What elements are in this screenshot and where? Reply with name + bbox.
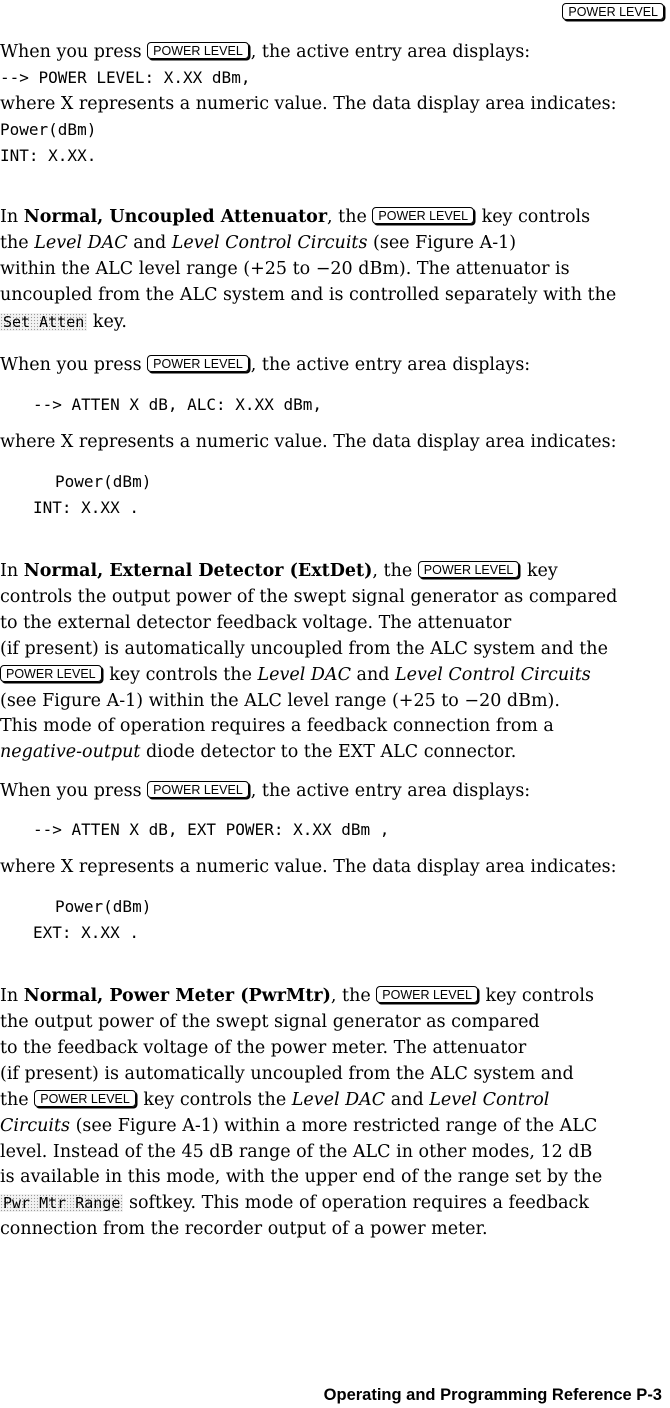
pwrmtr-line-9: Pwr Mtr Range softkey. This mode of operation requires a feedback [0, 1192, 589, 1214]
uncoupled-where-line: where X represents a numeric value. The data display area indicates: [0, 432, 617, 452]
uncoupled-line-4: uncoupled from the ALC system and is controlled separately with the [0, 285, 617, 305]
pwrmtr-line-5: the POWER LEVEL key controls the Level DAC and Level Control [0, 1090, 550, 1110]
pwrmtr-line-1: In Normal, Power Meter (PwrMtr), the POWER LEVEL key controls [0, 986, 594, 1006]
extdet-press-line: When you press POWER LEVEL , the active entry area displays: [0, 781, 531, 801]
uncoupled-line-2: the Level DAC and Level Control Circuits (see Figure A-1) [0, 233, 517, 253]
power-level-key: POWER LEVEL [147, 42, 249, 59]
extdet-line-6: (see Figure A-1) within the ALC level range (+25 to −20 dBm). [0, 691, 560, 711]
intro-press-line: When you press POWER LEVEL , the active entry area displays: [0, 42, 531, 62]
power-level-key: POWER LEVEL [418, 561, 520, 578]
uncoupled-line-1: In Normal, Uncoupled Attenuator, the POWER LEVEL key controls [0, 207, 591, 227]
extdet-line-2: controls the output power of the swept signal generator as compared [0, 587, 618, 607]
extdet-line-4: (if present) is automatically uncoupled from the ALC system and the [0, 639, 608, 659]
uncoupled-press-line: When you press POWER LEVEL , the active entry area displays: [0, 355, 531, 375]
intro-where-line: where X represents a numeric value. The data display area indicates: [0, 94, 617, 114]
power-level-key: POWER LEVEL [372, 207, 474, 224]
pwrmtr-line-8: is available in this mode, with the upper end of the range set by the [0, 1167, 603, 1187]
extdet-where-line: where X represents a numeric value. The data display area indicates: [0, 857, 617, 877]
pwrmtr-line-7: level. Instead of the 45 dB range of the ALC in other modes, 12 dB [0, 1142, 593, 1162]
uncoupled-line-5: Set Atten key. [0, 311, 127, 333]
mode-heading: Normal, External Detector (ExtDet) [23, 561, 373, 581]
set-atten-softkey: Set Atten [0, 313, 87, 331]
intro-code-entry: --> POWER LEVEL: X.XX dBm, [0, 68, 251, 87]
page-footer: Operating and Programming Reference P-3 [323, 1386, 662, 1404]
extdet-line-7: This mode of operation requires a feedback connection from a [0, 716, 554, 736]
uncoupled-code-int: INT: X.XX . [33, 498, 139, 517]
uncoupled-code-entry: --> ATTEN X dB, ALC: X.XX dBm, [33, 395, 322, 414]
pwrmtr-line-4: (if present) is automatically uncoupled from the ALC system and [0, 1064, 574, 1084]
intro-code-int: INT: X.XX. [0, 146, 97, 165]
mode-heading: Normal, Power Meter (PwrMtr) [23, 986, 331, 1006]
extdet-line-1: In Normal, External Detector (ExtDet), the POWER LEVEL key [0, 561, 558, 581]
mode-heading: Normal, Uncoupled Attenuator [23, 207, 328, 227]
power-level-key: POWER LEVEL [147, 355, 249, 372]
extdet-line-3: to the external detector feedback voltage. The attenuator [0, 613, 512, 633]
header-key-label [562, 2, 666, 24]
extdet-code-power: Power(dBm) [55, 897, 152, 916]
pwr-mtr-range-softkey: Pwr Mtr Range [0, 1194, 123, 1212]
power-level-key: POWER LEVEL [0, 665, 102, 682]
pwrmtr-line-6: Circuits (see Figure A-1) within a more restricted range of the ALC [0, 1116, 598, 1136]
power-level-key: POWER LEVEL [147, 781, 249, 798]
power-level-key: POWER LEVEL [376, 986, 478, 1003]
power-level-key: POWER LEVEL [562, 3, 664, 20]
uncoupled-code-power: Power(dBm) [55, 472, 152, 491]
extdet-code-ext: EXT: X.XX . [33, 923, 139, 942]
extdet-code-entry: --> ATTEN X dB, EXT POWER: X.XX dBm , [33, 820, 390, 839]
power-level-key: POWER LEVEL [34, 1090, 136, 1107]
extdet-line-5: POWER LEVEL key controls the Level DAC and Level Control Circuits [0, 664, 591, 686]
uncoupled-line-3: within the ALC level range (+25 to −20 dBm). The attenuator is [0, 259, 570, 279]
pwrmtr-line-10: connection from the recorder output of a power meter. [0, 1219, 488, 1239]
extdet-line-8: negative-output diode detector to the EXT ALC connector. [0, 742, 517, 762]
intro-code-power: Power(dBm) [0, 120, 97, 139]
pwrmtr-line-3: to the feedback voltage of the power meter. The attenuator [0, 1038, 527, 1058]
pwrmtr-line-2: the output power of the swept signal generator as compared [0, 1012, 540, 1032]
